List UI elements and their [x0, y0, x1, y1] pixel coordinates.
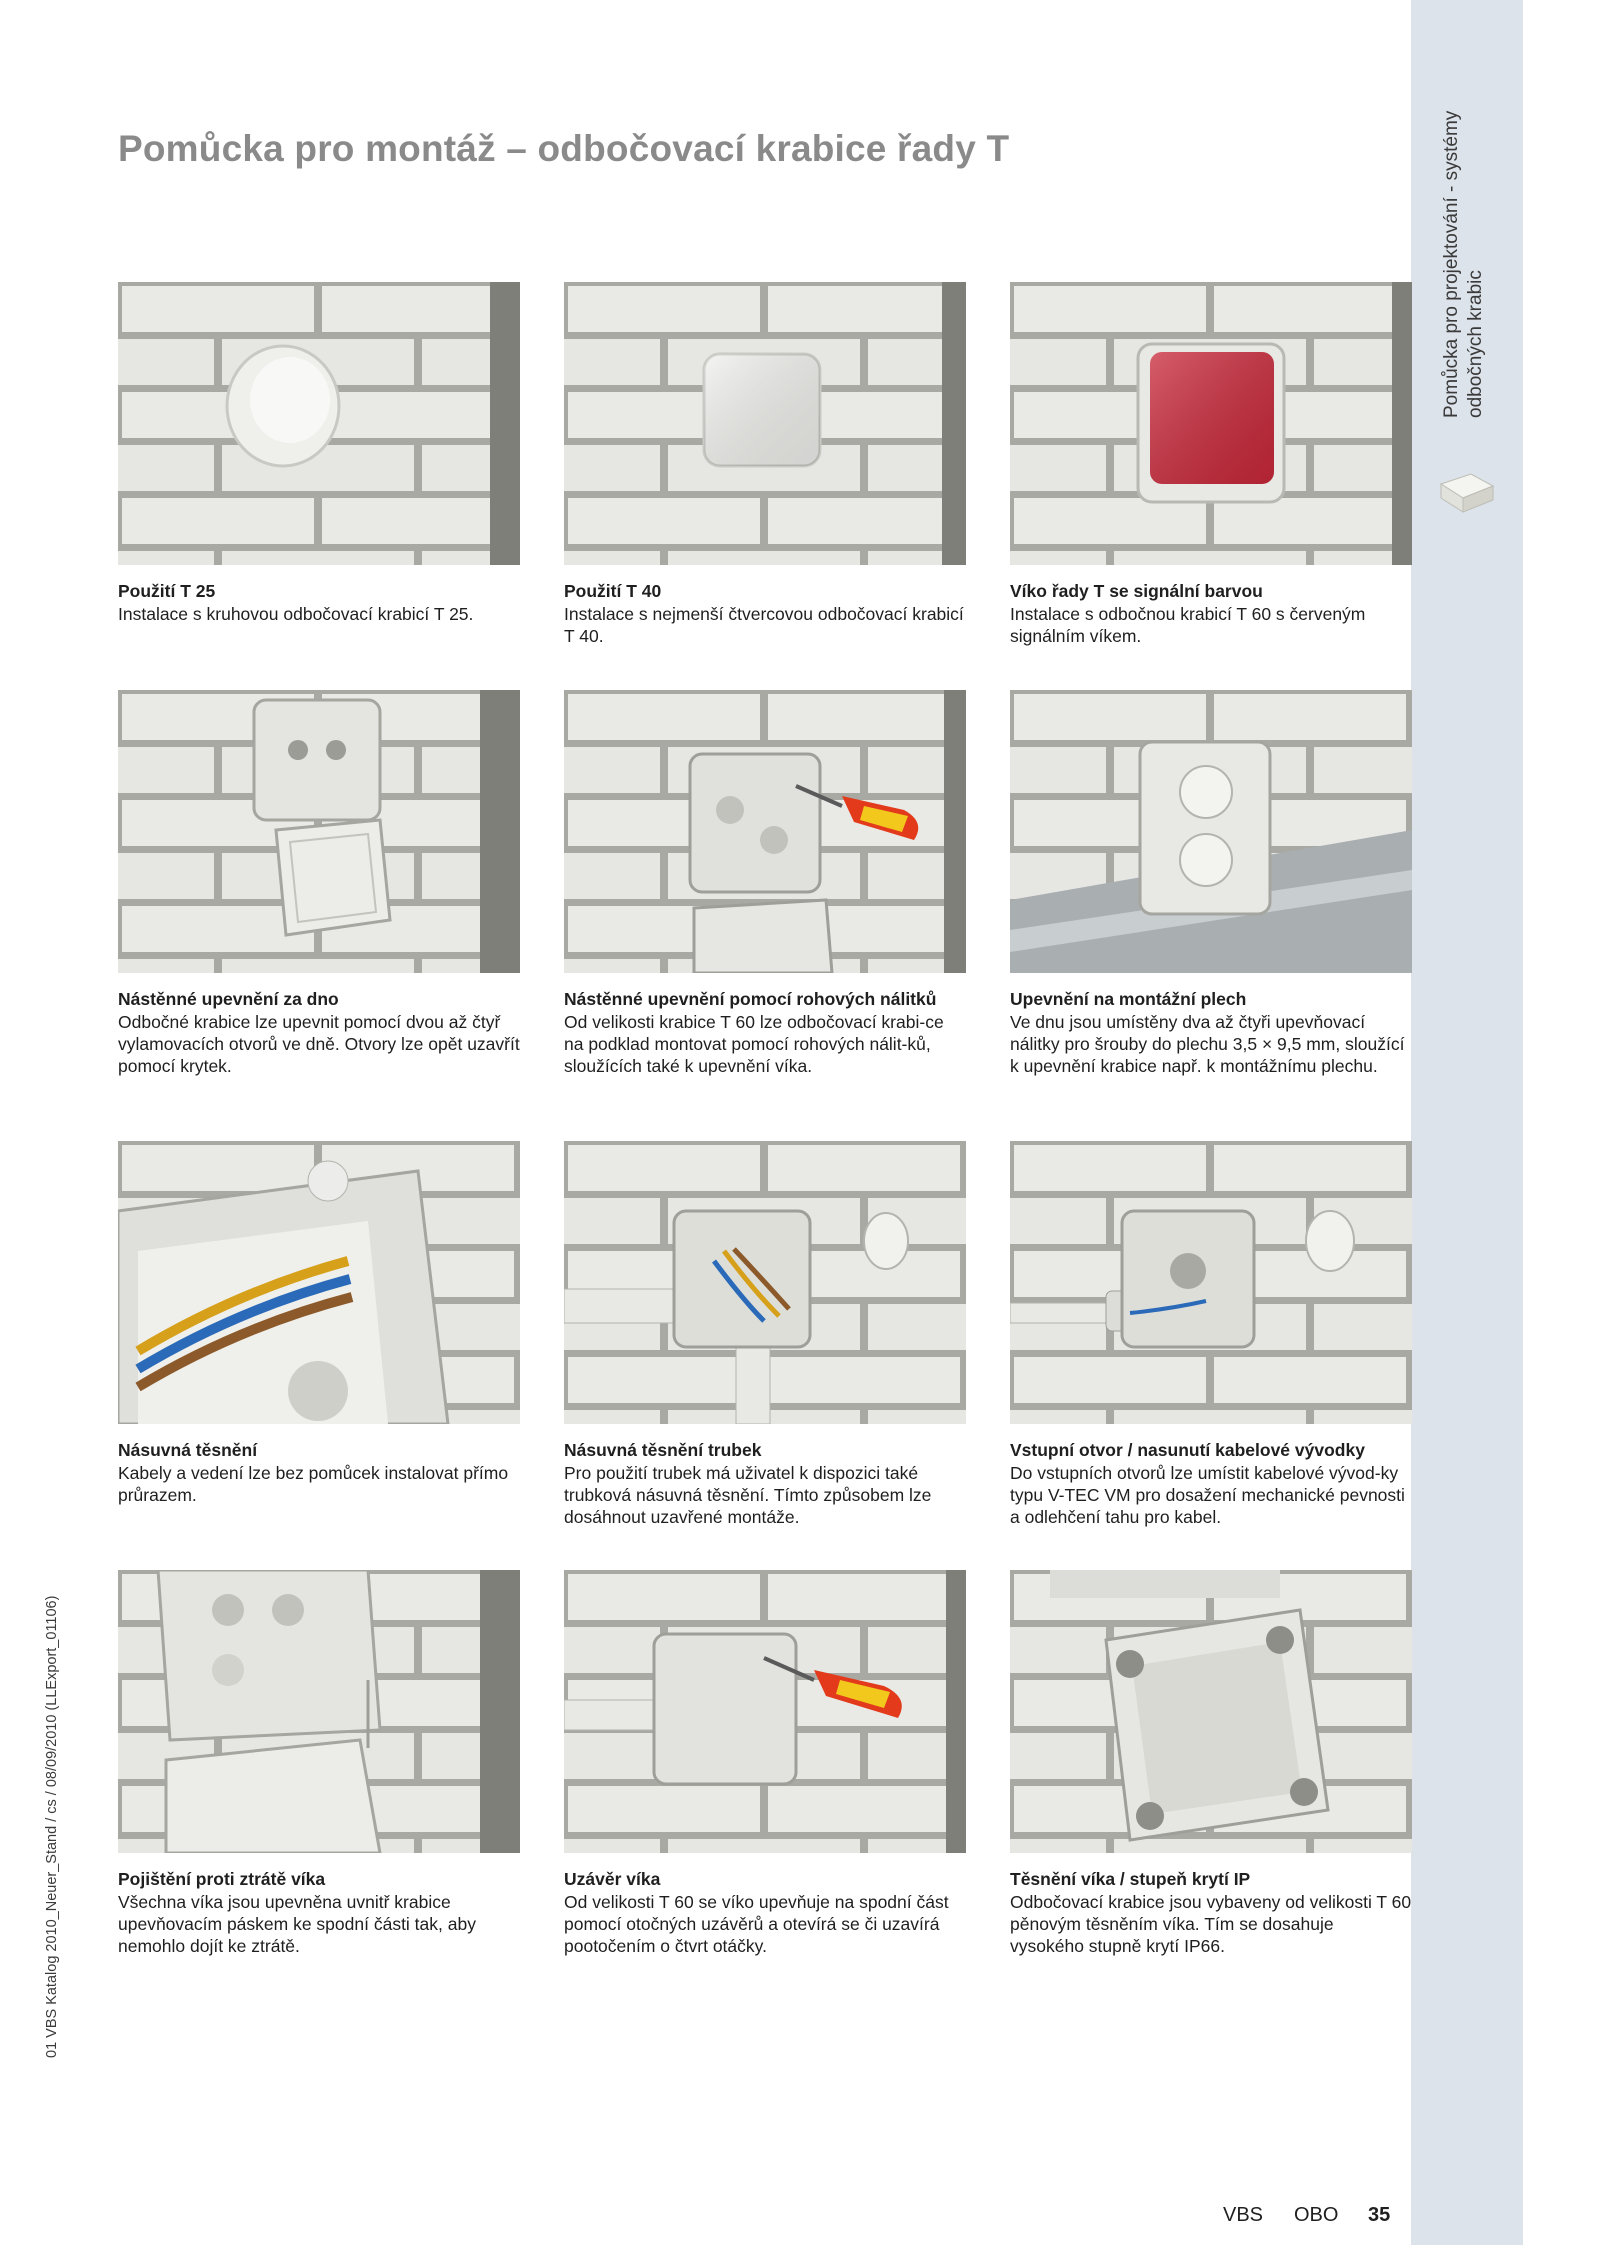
card-text: Ve dnu jsou umístěny dva až čtyři upevňovací nálitky pro šrouby do plechu 3,5 × 9,5 mm, sloužící k upevnění krabice např. k montážnímu plechu.: [1010, 1012, 1405, 1076]
card-text: Od velikosti T 60 se víko upevňuje na spodní část pomocí otočných uzávěrů a otevírá se či uzavírá pootočením o čtvrt otáčky.: [564, 1892, 949, 1956]
photo-pipe-seals: [564, 1141, 966, 1424]
card-text: Od velikosti krabice T 60 lze odbočovací krabi-ce na podklad montovat pomocí rohových nálit-ků, sloužících také k upevnění víka.: [564, 1012, 944, 1076]
card-title: Použití T 40: [564, 581, 662, 601]
page-title: Pomůcka pro montáž – odbočovací krabice řady T: [118, 128, 1010, 169]
card-text: Odbočné krabice lze upevnit pomocí dvou až čtyř vylamovacích otvorů ve dně. Otvory lze opět uzavřít pomocí krytek.: [118, 1012, 520, 1076]
card-title: Nástěnné upevnění za dno: [118, 989, 339, 1009]
card-text: Kabely a vedení lze bez pomůcek instalovat přímo průrazem.: [118, 1463, 509, 1505]
footer-brand-vbs: VBS: [1223, 2204, 1264, 2226]
card-mounting-plate: [1010, 690, 1412, 1077]
card-title: Pojištění proti ztrátě víka: [118, 1869, 326, 1889]
card-title: Nástěnné upevnění pomocí rohových nálitků: [564, 989, 937, 1009]
photo-wall-bottom: [118, 690, 520, 973]
page-number: 35: [1368, 2204, 1391, 2226]
card-corner-lugs: [564, 690, 966, 1077]
junction-box-thumbnail-icon: [1437, 470, 1495, 514]
photo-t25: [118, 282, 520, 565]
card-text: Do vstupních otvorů lze umístit kabelové vývod-ky typu V-TEC VM pro dosažení mechanické pevnosti a odlehčení tahu pro kabel.: [1010, 1463, 1405, 1527]
photo-lid-seal-ip: [1010, 1570, 1412, 1853]
card-text: Instalace s nejmenší čtvercovou odbočovací krabicí T 40.: [564, 604, 964, 646]
card-wall-bottom: [118, 690, 520, 1077]
card-t40: [564, 282, 966, 647]
photo-lid-retention: [118, 1570, 520, 1853]
sidebar-label: Pomůcka pro projektování - systémy odbočných krabic: [1441, 110, 1486, 418]
card-lid-seal-ip: [1010, 1570, 1412, 1957]
card-lid-retention: [118, 1570, 520, 1957]
card-title: Násuvná těsnění: [118, 1440, 258, 1460]
photo-cable-gland: [1010, 1141, 1412, 1424]
card-title: Násuvná těsnění trubek: [564, 1440, 762, 1460]
card-title: Víko řady T se signální barvou: [1010, 581, 1263, 601]
photo-signal-lid: [1010, 282, 1412, 565]
card-signal-lid: [1010, 282, 1412, 647]
card-text: Pro použití trubek má uživatel k dispozici také trubková násuvná těsnění. Tímto způsobem lze dosáhnout uzavřené montáže.: [564, 1463, 932, 1527]
card-text: Instalace s odbočnou krabicí T 60 s červeným signálním víkem.: [1010, 604, 1366, 646]
card-text: Všechna víka jsou upevněna uvnitř krabice upevňovacím páskem ke spodní části tak, aby nemohlo dojít ke ztrátě.: [118, 1892, 476, 1956]
photo-mounting-plate: [1010, 690, 1412, 973]
card-lid-closure: [564, 1570, 966, 1957]
card-title: Vstupní otvor / nasunutí kabelové vývodky: [1010, 1440, 1365, 1460]
print-metadata: 01 VBS Katalog 2010_Neuer_Stand / cs / 08/09/2010 (LLExport_01106): [44, 1595, 60, 2058]
photo-push-seals: [118, 1141, 520, 1424]
card-title: Použití T 25: [118, 581, 216, 601]
card-pipe-seals: [564, 1141, 966, 1528]
card-title: Upevnění na montážní plech: [1010, 989, 1247, 1009]
card-cable-gland: [1010, 1141, 1412, 1528]
card-text: Odbočovací krabice jsou vybaveny od velikosti T 60 pěnovým těsněním víka. Tím se dosahuje vysokého stupně krytí IP66.: [1010, 1892, 1412, 1956]
card-push-seals: [118, 1141, 520, 1506]
photo-corner-lugs: [564, 690, 966, 973]
photo-lid-closure: [564, 1570, 966, 1853]
footer-brand-obo: OBO: [1294, 2204, 1339, 2226]
card-text: Instalace s kruhovou odbočovací krabicí T 25.: [118, 604, 474, 624]
card-title: Uzávěr víka: [564, 1869, 661, 1889]
photo-t40: [564, 282, 966, 565]
card-title: Těsnění víka / stupeň krytí IP: [1010, 1869, 1251, 1889]
card-t25: [118, 282, 520, 625]
